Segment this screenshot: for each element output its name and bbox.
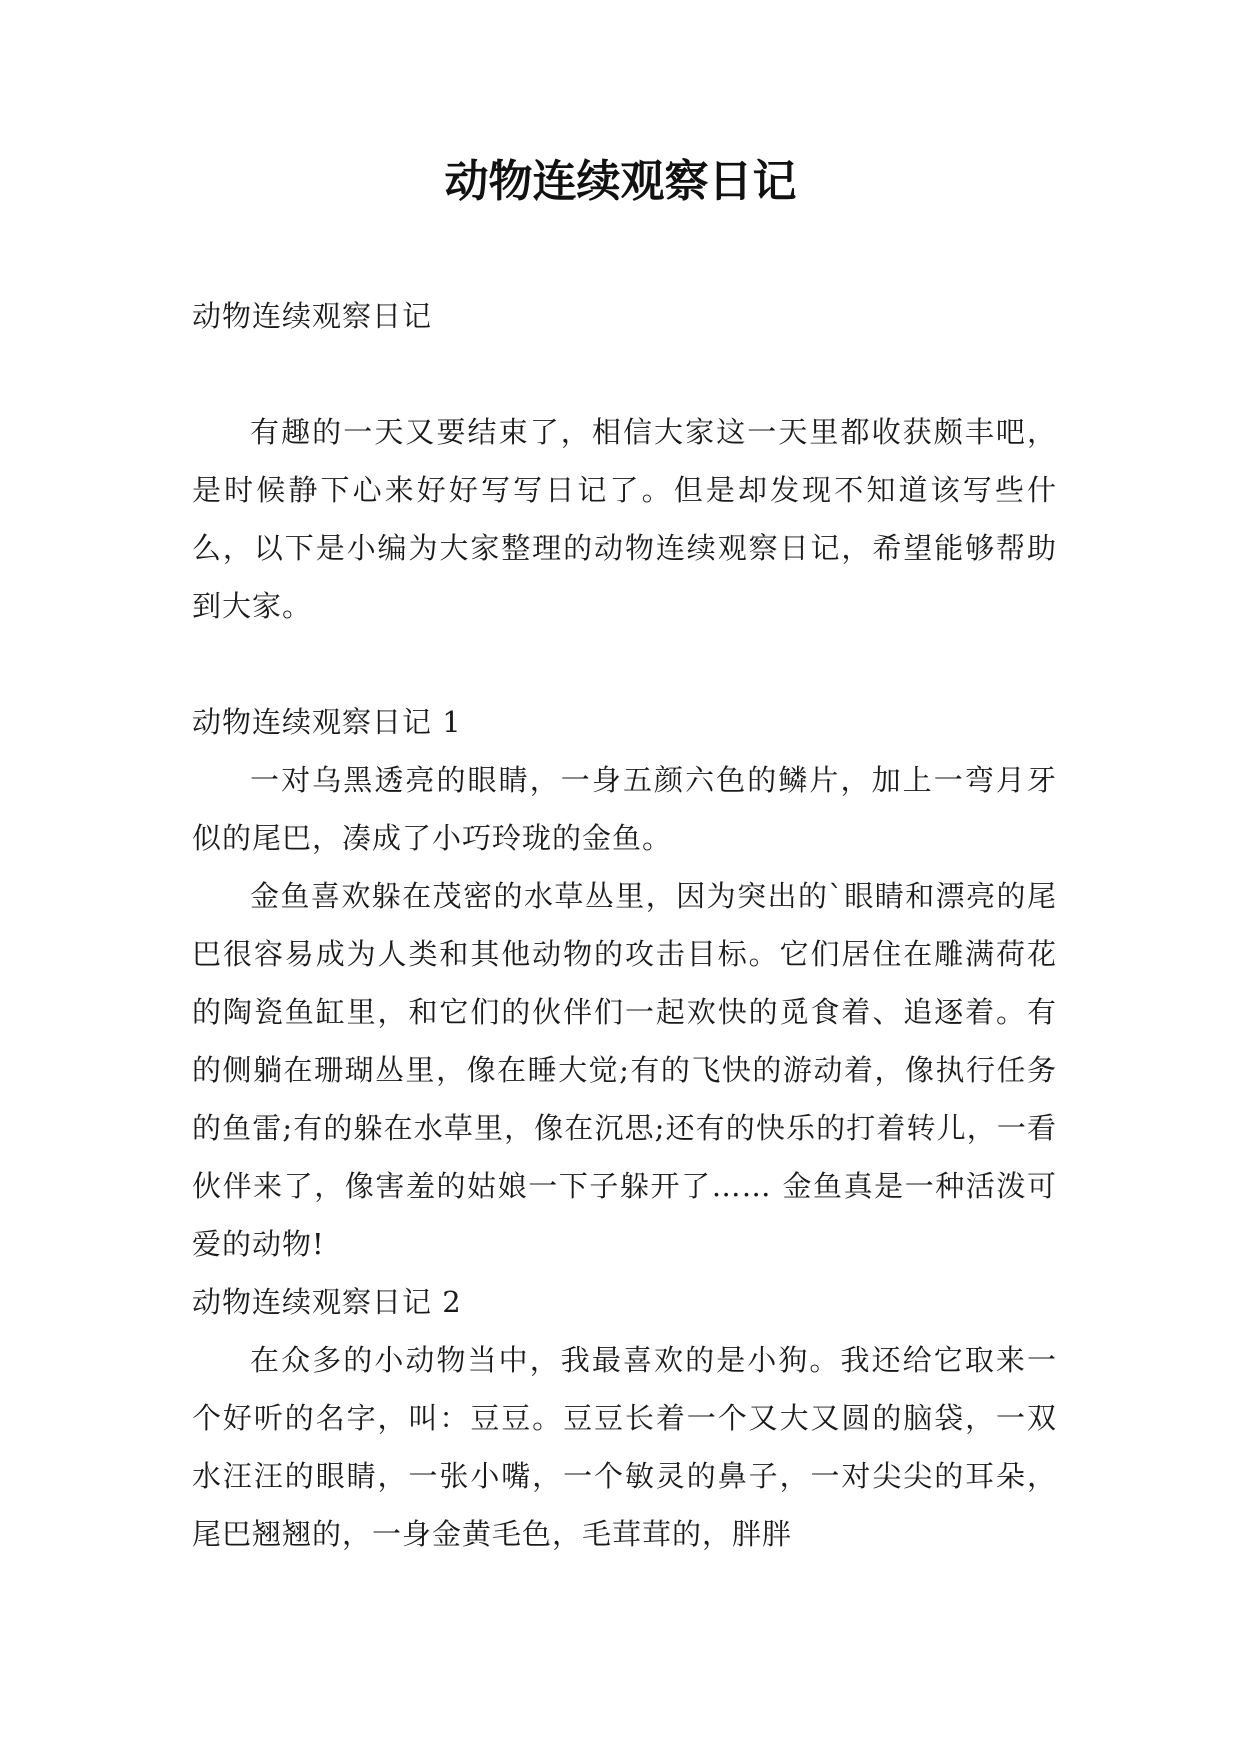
entry-heading-1: 动物连续观察日记 1	[192, 705, 462, 739]
document-subtitle: 动物连续观察日记	[192, 299, 433, 333]
entry-1-paragraph-2: 金鱼喜欢躲在茂密的水草丛里，因为突出的`眼睛和漂亮的尾巴很容易成为人类和其他动物的攻击目标。它们居住在雕满荷花的陶瓷鱼缸里，和它们的伙伴们一起欢快的觅食着、追逐着。有的侧躺在珊瑚丛里，像在睡大觉;有的飞快的游动着，像执行任务的鱼雷;有的躲在水草里，像在沉思;还有的快乐的打着转儿，一看伙伴来了，像害羞的姑娘一下子躲开了…… 金鱼真是一种活泼可爱的动物!	[192, 879, 1057, 1261]
entry-heading-2: 动物连续观察日记 2	[192, 1285, 462, 1319]
document-title: 动物连续观察日记	[444, 156, 797, 207]
entry-1-paragraph-1: 一对乌黑透亮的眼睛，一身五颜六色的鳞片，加上一弯月牙似的尾巴，凑成了小巧玲珑的金鱼。	[192, 763, 1057, 855]
document-body	[192, 287, 1057, 1563]
intro-paragraph: 有趣的一天又要结束了，相信大家这一天里都收获颇丰吧，是时候静下心来好好写写日记了。但是却发现不知道该写些什么，以下是小编为大家整理的动物连续观察日记，希望能够帮助到大家。	[192, 415, 1057, 623]
entry-2-paragraph-1: 在众多的小动物当中，我最喜欢的是小狗。我还给它取来一个好听的名字，叫：豆豆。豆豆长着一个又大又圆的脑袋，一双水汪汪的眼睛，一张小嘴，一个敏灵的鼻子，一对尖尖的耳朵，尾巴翘翘的，一身金黄毛色，毛茸茸的，胖胖	[192, 1343, 1057, 1551]
